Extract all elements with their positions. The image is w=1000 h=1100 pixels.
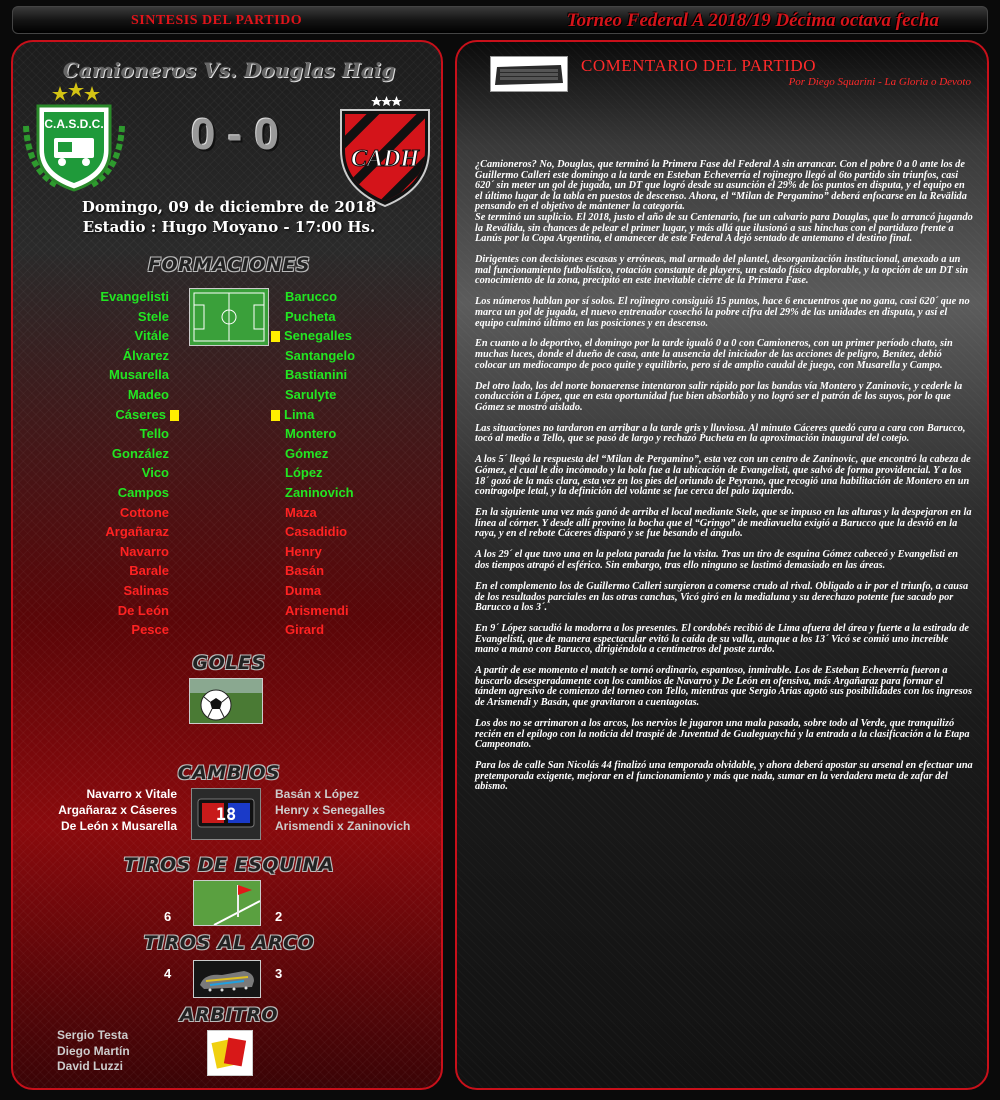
player-name: Musarella (109, 367, 169, 383)
soccer-ball-icon (189, 678, 263, 724)
comment-author: Por Diego Squarini - La Gloria o Devoto (788, 76, 971, 88)
yellow-card-icon (271, 410, 280, 421)
board-number: 18 (215, 805, 237, 825)
comment-paragraph: ¿Camioneros? No, Douglas, que terminó la Primera Fase del Federal A sin arrancar. Con el pobre 0 a 0 ante los de Guillermo Calleri este domingo a la tarde en Esteban Echeverría el rojinegro llegó al 6to partido sin triunfos, casi 620´ sin meter un gol de jugada, un DT que logró desde su asunción el 29% de los puntos en disputa, y el equipo en el último lugar de la tabla en puestos de descenso. Ahora, el “Milan de Pergamino” deberá enfocarse en la Revälida pensando en el objetivo de mantener la categoría. (475, 159, 967, 213)
comment-title: COMENTARIO DEL PARTIDO (581, 56, 816, 75)
sub-player-name: Basán (285, 563, 325, 579)
player-name: Vico (141, 465, 169, 481)
comment-panel (455, 40, 989, 1090)
yellow-card-icon (170, 410, 179, 421)
substitution-item: Arismendi x Zaninovich (275, 819, 411, 833)
substitution-item: De León x Musarella (60, 819, 177, 833)
player-name: Cáseres (115, 406, 166, 422)
away-badge-text: CADH (350, 146, 420, 172)
formaciones-title: FORMACIONES (147, 254, 311, 276)
comment-paragraph: En la siguiente una vez más ganó de arriba el local mediante Stele, que se impuso en las alturas y la despejaron en la línea al córner. Y desde allí provino la bocha que el “Gringo” de mediavuelta exigió a Barucco que la desvió en la raya, y en el rebote Cáceres disparó y se fue besando el ángulo. (475, 507, 972, 540)
player-name: Campos (117, 484, 169, 500)
comment-paragraph: Los dos no se arrimaron a los arcos, los nervios le jugaron una mala pasada, sobre todo al Verde, que tranquilizó recién en el epílogo con la noticia del traspié de Juventud de Gualeguaychú y la entrada a la clasificación a la Etapa Campeonato. (475, 718, 970, 751)
synthesis-title: SINTESIS DEL PARTIDO (131, 13, 303, 28)
player-name: Evangelisti (100, 289, 169, 304)
player-name: Bastianini (285, 367, 348, 383)
player-name: Lima (284, 406, 315, 422)
comment-paragraph: Se terminó un suplicio. El 2018, justo el año de su Centenario, fue un calvario para Douglas, que lo arrancó jugando la Reválida, sin chances de pelear el primer lugar, y más allá que ilusionó a sus hinchas con el partidazo frente a Lanús por la Copa Argentina, el amanecer de este Federal A dejó sentado de antemano el destino final. (475, 211, 973, 245)
football-boots-icon (193, 960, 261, 998)
comment-article (475, 160, 973, 803)
comment-paragraph: Los números hablan por sí solos. El rojinegro consiguió 15 puntos, hace 6 encuentros que no gana, casi 620´ que no marca un gol de jugada, el nuevo entrenador cosechó la pobre cifra del 29% de las unidades en disputa, y así el equipo culminó último en las posiciones y en descenso. (475, 296, 970, 329)
player-name: González (111, 445, 169, 461)
shots-away: 3 (275, 966, 283, 981)
sub-player-name: Arismendi (285, 602, 349, 618)
home-lineup (100, 287, 169, 640)
referee-title: ARBITRO (179, 1004, 279, 1026)
referees-list (57, 1028, 130, 1075)
sub-player-name: Cottone (119, 504, 169, 520)
match-stadium: Estadio : Hugo Moyano - 17:00 Hs. (82, 218, 376, 236)
player-row-senegalles (271, 326, 355, 346)
referee-cards-icon (207, 1030, 253, 1076)
sub-player-name: Pesce (131, 622, 169, 638)
player-name: Montero (285, 426, 337, 442)
home-team-badge (18, 82, 130, 200)
referee-name: Sergio Testa (57, 1028, 129, 1042)
substitution-item: Basán x López (275, 787, 360, 801)
shots-title: TIROS AL ARCO (143, 932, 315, 954)
sub-player-name: Henry (285, 543, 322, 559)
player-name: Álvarez (122, 347, 169, 363)
corners-title: TIROS DE ESQUINA (123, 854, 335, 876)
match-summary-panel (11, 40, 443, 1090)
player-name: Barucco (285, 289, 338, 304)
referee-name: David Luzzi (57, 1059, 124, 1073)
comment-paragraph: En cuanto a lo deportivo, el domingo por la tarde igualó 0 a 0 con Camioneros, con un primer período chato, sin muchas luces, donde el dueño de casa, ante la ausencia del iniciador de las acciones de peligro, Benítez, debió colocar un mediocampo de poco quite y equilibrio, pero sí de amplio caudal de juego, con Musarella y Campo. (475, 338, 953, 371)
sub-player-name: Argañaraz (105, 524, 169, 540)
comment-paragraph: Para los de calle San Nicolás 44 finalizó una temporada olvidable, y ahora deberá apostar su arsenal en efectuar una pretemporada exigente, mejorar en el funcionamiento y más que nada, sumar en la verdadera meta de zafar del abismo. (475, 760, 973, 793)
player-name: Sarulyte (285, 386, 337, 402)
match-date: Domingo, 09 de diciembre de 2018 (81, 198, 377, 216)
corners-home: 6 (164, 909, 172, 924)
player-row-caseres (100, 405, 183, 425)
player-name: Madeo (127, 386, 169, 402)
away-lineup (285, 287, 355, 640)
player-row-lima (271, 405, 355, 425)
keyboard-icon (490, 56, 568, 92)
player-name: Santangelo (285, 347, 356, 363)
sub-player-name: Barale (129, 563, 169, 579)
player-name: Senegalles (284, 328, 352, 344)
substitution-board-icon (191, 788, 261, 840)
sub-player-name: Maza (285, 504, 317, 520)
substitution-item: Henry x Senegalles (275, 803, 386, 817)
top-bar (12, 6, 988, 34)
player-name: Tello (139, 426, 169, 442)
comment-paragraph: Dirigentes con decisiones escasas y erróneas, mal armado del plantel, desorganización institucional, anexado a un mal funcionamiento futbolístico, rotación constante de players, un estado físico deplorable, y la opción de un DT sin conocimiento de la zona, precipitó en este inevitable cierre de la Primera Fase. (475, 254, 969, 287)
sub-player-name: De León (117, 602, 169, 618)
home-substitutions (58, 786, 177, 834)
sub-player-name: Girard (285, 622, 325, 638)
comment-paragraph: A los 29´ el que tuvo una en la pelota parada fue la visita. Tras un tiro de esquina Gómez cabeceó y Evangelisti en dos tiempos atrapó el esférico. Sin embargo, tras ello ninguno se lastimó demasiado en las áreas. (475, 549, 958, 571)
tournament-title: Torneo Federal A 2018/19 Décima octava fecha (566, 10, 939, 31)
sub-player-name: Navarro (119, 543, 169, 559)
yellow-card-icon (271, 331, 280, 342)
score: 0 - 0 (190, 110, 280, 159)
cambios-title: CAMBIOS (177, 762, 281, 784)
pitch-icon (189, 288, 269, 346)
referee-name: Diego Martín (57, 1043, 130, 1058)
match-title: Camioneros Vs. Douglas Haig (62, 58, 396, 82)
player-name: Gómez (285, 445, 329, 461)
substitution-item: Navarro x Vitale (86, 787, 177, 801)
shots-home: 4 (164, 966, 172, 981)
home-badge-text: C.A.S.D.C. (44, 117, 104, 131)
player-name: Zaninovich (285, 484, 354, 500)
away-team-badge (333, 94, 437, 210)
player-name: López (285, 465, 323, 481)
sub-player-name: Casadidio (285, 524, 348, 540)
sub-player-name: Duma (285, 582, 322, 598)
away-substitutions (275, 786, 410, 834)
sub-player-name: Salinas (123, 582, 169, 598)
goles-title: GOLES (192, 652, 266, 674)
player-name: Pucheta (285, 308, 336, 324)
substitution-item: Argañaraz x Cáseres (58, 803, 177, 817)
comment-paragraph: Del otro lado, los del norte bonaerense intentaron salir rápido por las bandas vía Montero y Zaninovic, y cederle la conducción a López, que en esta oportunidad fue bien absorbido y no logró ser el patrón de los suyos, por lo que Gómez se mostró aislado. (475, 380, 963, 413)
comment-paragraph: En 9´ López sacudió la modorra a los presentes. El cordobés recibió de Lima afuera del área y fuerte a la estirada de Evangelisti, que de manera espectacular evitó la caída de su valla, aunque a los 13´ Vicó se comió uno increíble mano a mano con Barucco, dirigiéndola a centímetros del poste zurdo. (475, 623, 969, 656)
player-name: Vitále (134, 328, 169, 344)
player-name: Stele (137, 308, 169, 324)
comment-paragraph: A partir de ese momento el match se tornó ordinario, espantoso, inmirable. Los de Esteban Echeverría fueron a buscarlo desesperadamente con los cambios de Navarro y De León en ofensiva, más Argañaraz para formar el tándem agresivo de comienzo del torneo con Tello, mientras que Sergio Arias agotó sus posibilidades con los ingresos de Arismendi y Basán, que gravitaron a cuentagotas. (475, 665, 972, 709)
corners-away: 2 (275, 909, 283, 924)
comment-paragraph: Las situaciones no tardaron en arribar a la tarde gris y lluviosa. Al minuto Cáceres quedó cara a cara con Barucco, tocó al medio a Tello, que se pasó de largo y rechazó Pucheta en la aproximación inaugural del cotejo. (475, 422, 966, 445)
comment-paragraph: A los 5´ llegó la respuesta del “Milan de Pergamino”, esta vez con un centro de Zaninovic, que encontró la cabeza de Gómez, el cual le dio incómodo y la bola fue a la ubicación de Evangelisti, que salvó de forma providencial. Y a los 18´ gozó de la más clara, esta vez en los pies del oriundo de Peyrano, que recogió una habilitación de Montero en un contragolpe letal, y la definición del volante se fue cerca del palo izquierdo. (475, 454, 971, 498)
corner-flag-icon (193, 880, 261, 926)
comment-paragraph: En el complemento los de Guillermo Calleri surgieron a comerse crudo al rival. Obligado a ir por el triunfo, a causa de los resultados parciales en las otras canchas, Vicó giró en la medialuna y su derechazo potente fue sacado por Barucco a los 3´. (475, 580, 969, 614)
